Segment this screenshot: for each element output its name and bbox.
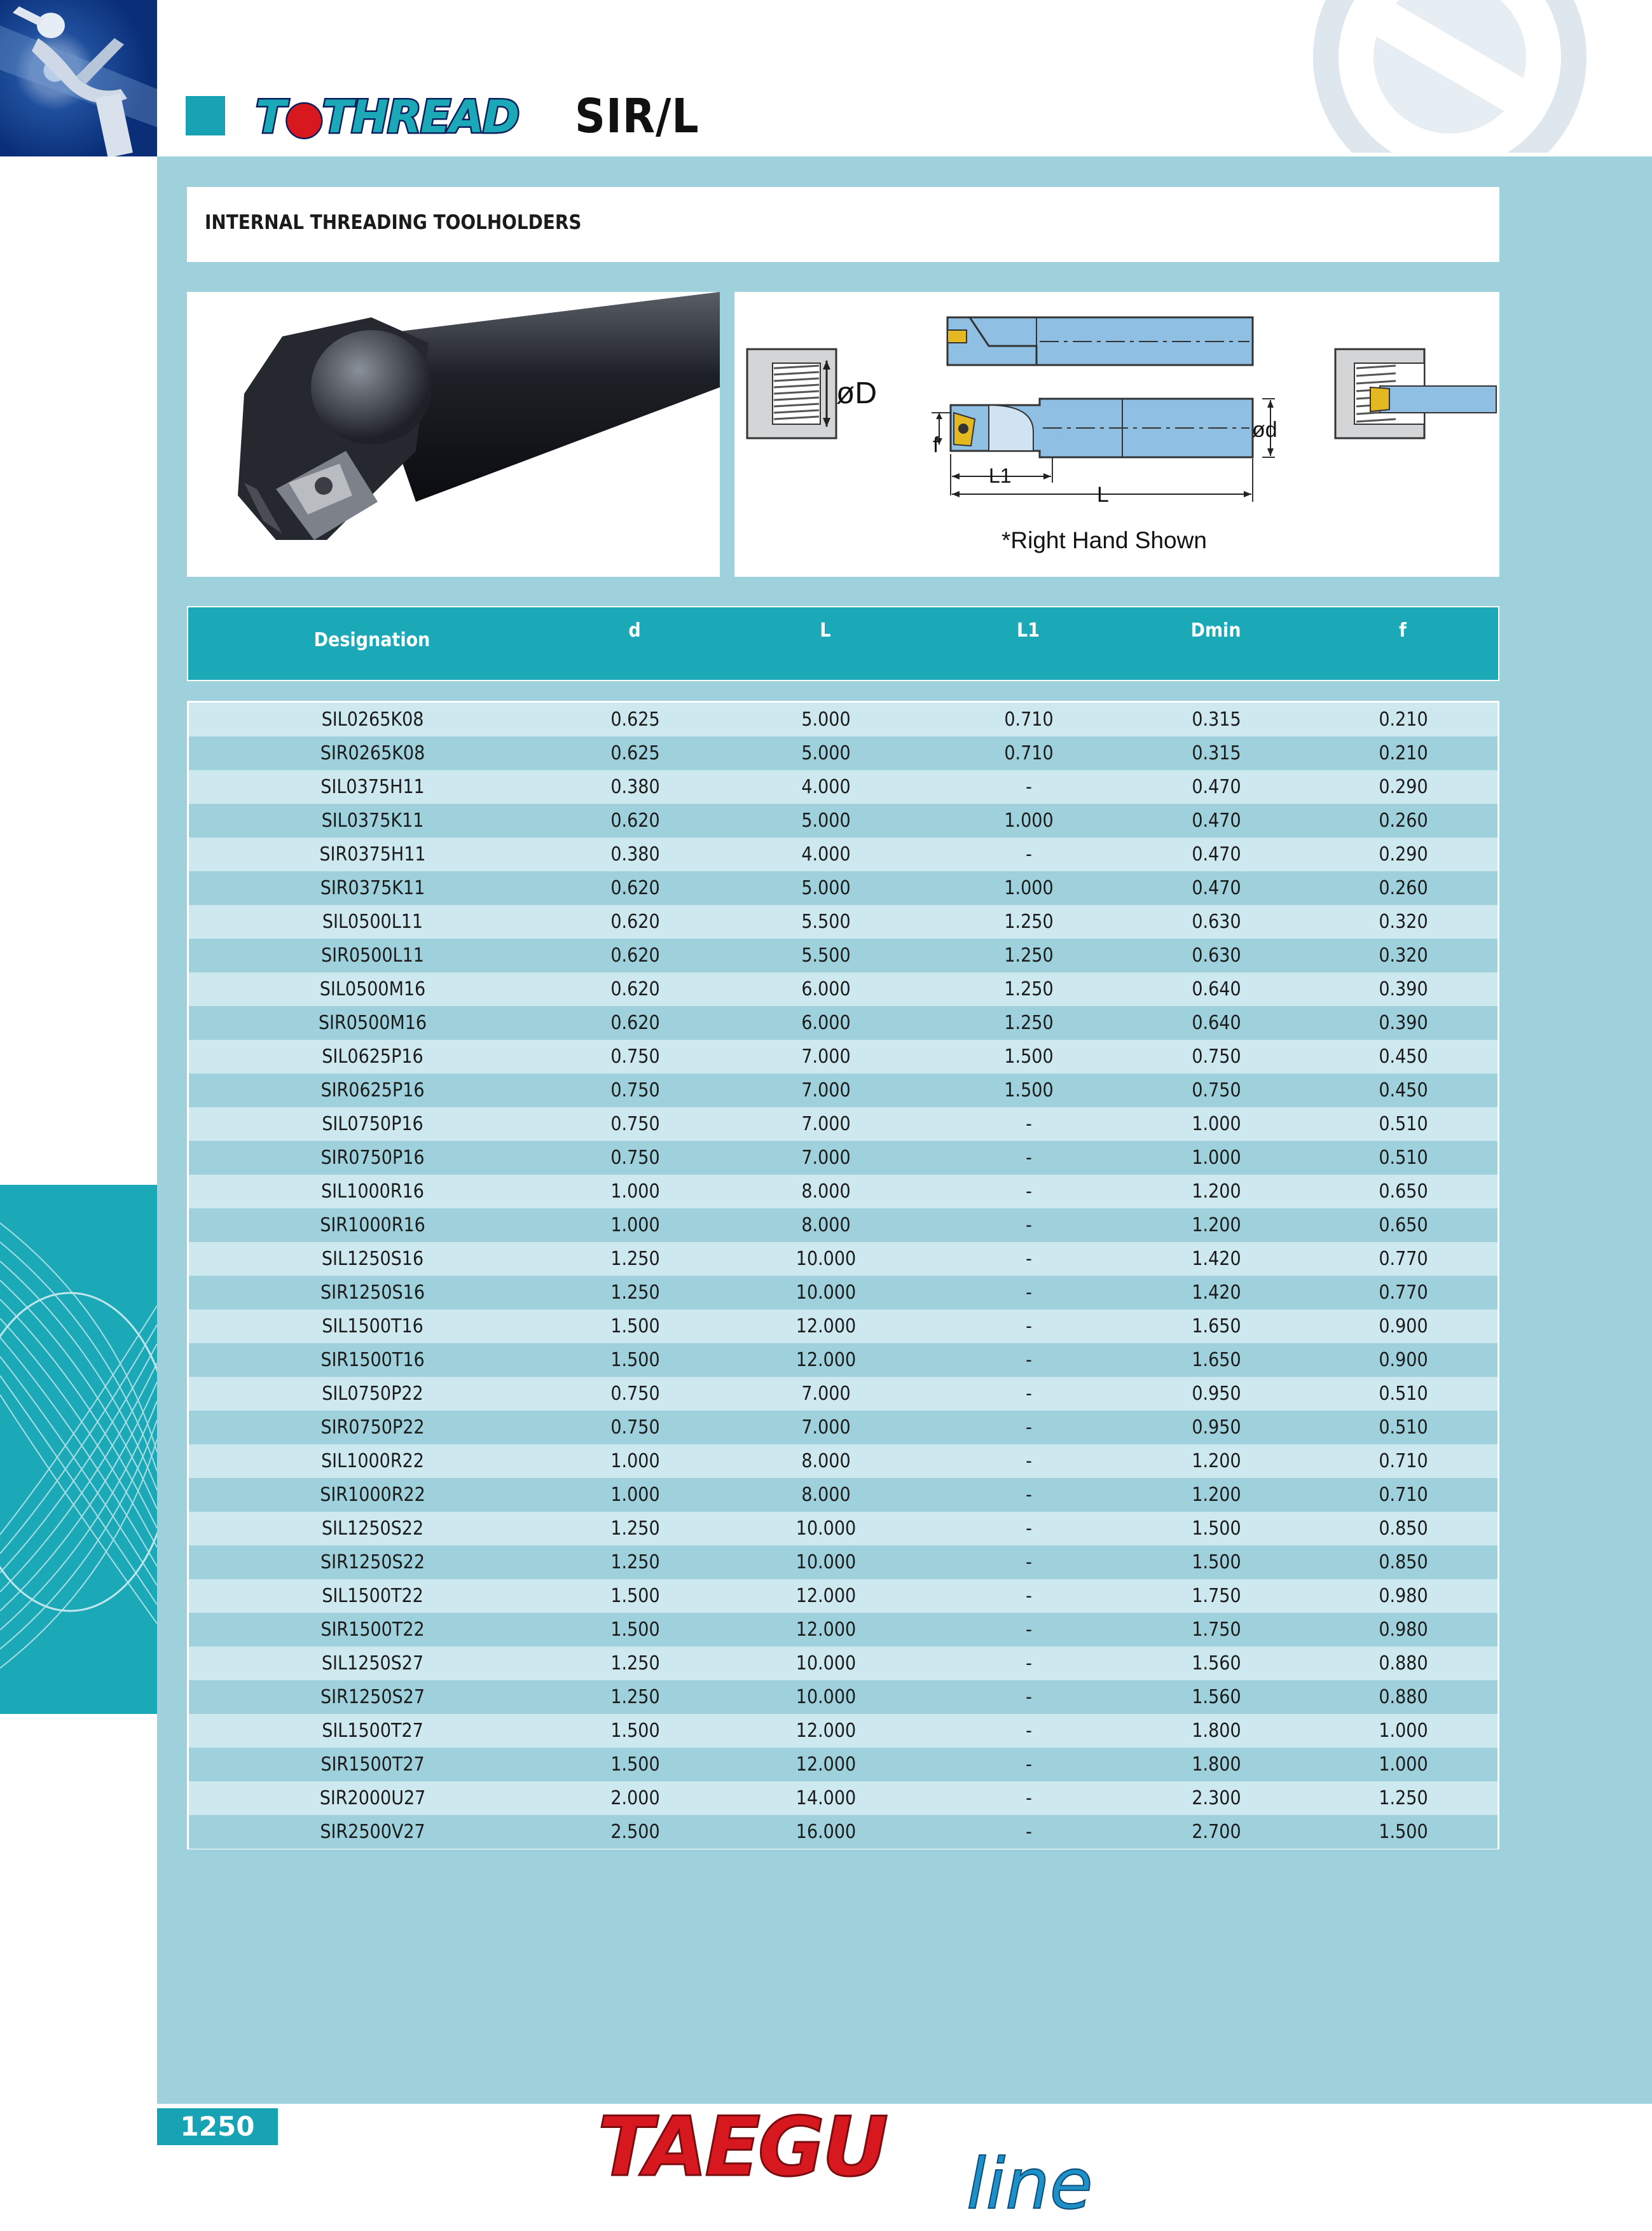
table-row [189,1141,1497,1175]
cell-d: 1.500 [610,1619,660,1641]
table-row [189,939,1497,972]
col-d: d [628,619,641,642]
cell-designation: SIL0625P16 [322,1046,423,1068]
table-row [189,804,1497,838]
cell-l1: - [1026,1517,1032,1540]
cell-d: 1.250 [610,1248,660,1270]
table-row [189,1815,1497,1849]
cell-f: 1.000 [1379,1720,1428,1742]
cell-d: 1.500 [610,1753,660,1776]
cell-dmin: 1.000 [1192,1113,1241,1135]
cell-l1: - [1026,776,1032,798]
cell-dmin: 1.200 [1192,1450,1241,1472]
cell-designation: SIL1250S22 [321,1517,424,1540]
cell-l1: - [1026,1652,1032,1675]
cell-l1: - [1026,1281,1032,1304]
cell-l1: 0.710 [1004,742,1054,764]
cell-dmin: 1.750 [1192,1585,1241,1607]
table-row [189,1512,1497,1545]
cell-f: 0.650 [1379,1214,1428,1236]
cell-designation: SIR0500M16 [318,1012,427,1034]
cell-l: 12.000 [795,1349,857,1371]
svg-text:T●THREAD: T●THREAD [256,91,519,141]
cell-f: 1.500 [1379,1821,1428,1843]
cell-l1: - [1026,843,1032,866]
cell-dmin: 0.950 [1192,1416,1241,1439]
cell-l: 5.000 [801,708,851,731]
cell-l: 7.000 [801,1113,851,1135]
cell-designation: SIL1500T27 [322,1720,423,1742]
cell-dmin: 1.200 [1192,1484,1241,1506]
table-row [189,1343,1497,1377]
cell-dmin: 0.470 [1192,877,1241,899]
cell-l: 10.000 [795,1551,857,1573]
table-row [189,1377,1497,1411]
cell-f: 0.900 [1379,1349,1428,1371]
table-row [189,1175,1497,1208]
cell-d: 1.500 [610,1315,660,1337]
cell-designation: SIL1000R22 [321,1450,424,1472]
cell-l1: - [1026,1349,1032,1371]
table-row [189,1748,1497,1781]
right-hand-note: *Right Hand Shown [1002,527,1207,553]
brand-main: TAEGU [598,2100,886,2195]
cell-l: 8.000 [801,1450,851,1472]
cell-d: 1.250 [610,1517,660,1540]
cell-dmin: 1.650 [1192,1315,1241,1337]
cell-l: 12.000 [795,1619,857,1641]
technical-diagram [734,292,1499,577]
cell-designation: SIR1500T27 [320,1753,425,1776]
cell-l1: - [1026,1315,1032,1337]
cell-dmin: 2.300 [1192,1787,1241,1809]
cell-l1: 1.000 [1004,877,1054,899]
cell-l1: 1.250 [1004,944,1054,967]
cell-dmin: 0.640 [1192,1012,1241,1034]
cell-designation: SIL1500T16 [322,1315,423,1337]
cell-designation: SIL1250S27 [321,1652,424,1675]
table-row [189,1478,1497,1512]
cell-d: 0.380 [610,776,660,798]
cell-d: 1.500 [610,1720,660,1742]
cell-f: 0.850 [1379,1517,1428,1540]
page-title: SIR/L [575,89,699,144]
cell-designation: SIL0375H11 [320,776,425,798]
cell-l: 5.500 [801,944,851,967]
cell-dmin: 0.315 [1192,708,1241,731]
cell-dmin: 1.800 [1192,1720,1241,1742]
cell-dmin: 0.470 [1192,810,1241,832]
cell-l: 8.000 [801,1180,851,1203]
cell-designation: SIR1000R16 [320,1214,425,1236]
cell-l: 5.000 [801,742,851,764]
cell-f: 0.390 [1379,1012,1428,1034]
cell-d: 0.750 [610,1416,660,1439]
cell-designation: SIR1250S16 [320,1281,425,1304]
cell-d: 1.250 [610,1686,660,1708]
cell-dmin: 1.420 [1192,1248,1241,1270]
cell-l1: - [1026,1416,1032,1439]
cell-dmin: 0.630 [1192,911,1241,933]
cell-l1: 1.250 [1004,911,1054,933]
cell-f: 0.510 [1379,1416,1428,1439]
cell-dmin: 1.200 [1192,1180,1241,1203]
cell-l1: 0.710 [1004,708,1054,731]
cell-f: 0.900 [1379,1315,1428,1337]
cell-d: 2.000 [610,1787,660,1809]
cell-l: 10.000 [795,1248,857,1270]
cell-designation: SIL1500T22 [322,1585,423,1607]
cell-l: 4.000 [801,843,851,866]
cell-l: 12.000 [795,1585,857,1607]
cell-l1: 1.000 [1004,810,1054,832]
cell-d: 0.625 [610,708,660,731]
cell-d: 0.620 [610,944,660,967]
table-row [189,1208,1497,1242]
cell-l1: 1.250 [1004,978,1054,1000]
cell-f: 0.450 [1379,1046,1428,1068]
cell-dmin: 1.750 [1192,1619,1241,1641]
cell-f: 0.510 [1379,1147,1428,1169]
cell-dmin: 1.420 [1192,1281,1241,1304]
cell-f: 0.260 [1379,877,1428,899]
cell-dmin: 1.000 [1192,1147,1241,1169]
cell-d: 1.250 [610,1551,660,1573]
cell-d: 0.620 [610,810,660,832]
cell-d: 1.500 [610,1349,660,1371]
table-row [189,1276,1497,1309]
cell-f: 1.250 [1379,1787,1428,1809]
cell-dmin: 0.750 [1192,1046,1241,1068]
brand-sub: line [967,2143,1093,2225]
cell-l: 6.000 [801,978,851,1000]
table-row [189,1647,1497,1680]
cell-d: 1.000 [610,1214,660,1236]
cell-l: 7.000 [801,1383,851,1405]
taegutec-logo [591,2099,1202,2226]
cell-d: 0.620 [610,1012,660,1034]
cell-l: 16.000 [795,1821,857,1843]
cell-d: 0.380 [610,843,660,866]
col-f: f [1399,619,1407,642]
cell-dmin: 0.640 [1192,978,1241,1000]
cell-l: 7.000 [801,1079,851,1102]
cell-dmin: 1.500 [1192,1517,1241,1540]
cell-f: 0.980 [1379,1585,1428,1607]
cell-f: 0.770 [1379,1248,1428,1270]
cell-f: 0.290 [1379,843,1428,866]
tothread-logo [249,90,561,141]
cell-dmin: 0.630 [1192,944,1241,967]
cell-f: 0.880 [1379,1686,1428,1708]
cell-f: 0.510 [1379,1113,1428,1135]
cell-d: 0.620 [610,911,660,933]
cell-l1: - [1026,1720,1032,1742]
cell-d: 0.750 [610,1147,660,1169]
cell-dmin: 1.800 [1192,1753,1241,1776]
cell-l1: - [1026,1686,1032,1708]
cell-designation: SIR0500L11 [321,944,424,967]
table-row [189,972,1497,1006]
cell-d: 1.250 [610,1652,660,1675]
table-row [189,1680,1497,1714]
cell-designation: SIR0625P16 [320,1079,425,1102]
cell-f: 0.880 [1379,1652,1428,1675]
cell-l: 5.000 [801,810,851,832]
cell-designation: SIL1250S16 [321,1248,424,1270]
cell-l1: 1.500 [1004,1079,1054,1102]
cell-l1: - [1026,1787,1032,1809]
cell-f: 0.210 [1379,708,1428,731]
cell-l: 8.000 [801,1214,851,1236]
cell-f: 0.450 [1379,1079,1428,1102]
cell-l: 6.000 [801,1012,851,1034]
cell-designation: SIL0750P22 [322,1383,423,1405]
page-number: 1250 [180,2111,255,2142]
bore-diameter-label: øD [836,376,877,410]
product-photo [187,292,720,577]
cell-f: 0.260 [1379,810,1428,832]
l1-dimension-label: L1 [989,464,1012,487]
cell-designation: SIR2000U27 [319,1787,426,1809]
table-row [189,1040,1497,1074]
cell-f: 0.850 [1379,1551,1428,1573]
table-row [189,838,1497,871]
l-dimension-label: L [1097,483,1109,507]
cell-l: 7.000 [801,1147,851,1169]
page-number-tab [157,2108,278,2145]
cell-d: 0.620 [610,978,660,1000]
cell-d: 1.000 [610,1450,660,1472]
cell-dmin: 1.650 [1192,1349,1241,1371]
cell-f: 0.390 [1379,978,1428,1000]
cell-d: 1.000 [610,1484,660,1506]
cell-l1: - [1026,1450,1032,1472]
table-row [189,1781,1497,1815]
cell-f: 0.210 [1379,742,1428,764]
cell-designation: SIR1500T22 [320,1619,425,1641]
cell-l1: 1.250 [1004,1012,1054,1034]
cell-l: 14.000 [795,1787,857,1809]
cell-designation: SIL1000R16 [321,1180,424,1203]
col-l1: L1 [1017,619,1040,642]
decorative-circle [1272,0,1628,153]
cell-d: 0.750 [610,1046,660,1068]
shank-diameter-label: ød [1252,418,1277,442]
cell-dmin: 2.700 [1192,1821,1241,1843]
cell-f: 0.650 [1379,1180,1428,1203]
table-row [189,1444,1497,1478]
table-row [189,703,1497,736]
cell-d: 0.750 [610,1113,660,1135]
cell-f: 0.290 [1379,776,1428,798]
cell-dmin: 0.950 [1192,1383,1241,1405]
cell-l1: - [1026,1147,1032,1169]
cell-f: 0.770 [1379,1281,1428,1304]
cell-l: 8.000 [801,1484,851,1506]
cell-d: 2.500 [610,1821,660,1843]
cell-l: 12.000 [795,1753,857,1776]
table-row [189,770,1497,804]
cell-designation: SIR0375K11 [320,877,425,899]
cell-d: 1.000 [610,1180,660,1203]
cell-dmin: 1.560 [1192,1652,1241,1675]
table-row [189,736,1497,770]
cell-f: 0.510 [1379,1383,1428,1405]
table-row [189,1579,1497,1613]
cell-designation: SIL0500L11 [322,911,423,933]
cell-l1: - [1026,1753,1032,1776]
cell-d: 0.625 [610,742,660,764]
cell-f: 1.000 [1379,1753,1428,1776]
cell-l: 5.500 [801,911,851,933]
cell-l: 10.000 [795,1517,857,1540]
cell-designation: SIR2500V27 [320,1821,425,1843]
cell-f: 0.320 [1379,944,1428,967]
table-row [189,1309,1497,1343]
table-row [189,1613,1497,1647]
cell-designation: SIR1000R22 [320,1484,425,1506]
table-row [189,871,1497,905]
cell-designation: SIR0750P22 [320,1416,425,1439]
cell-l1: - [1026,1113,1032,1135]
cell-designation: SIR0750P16 [320,1147,425,1169]
table-row [189,1411,1497,1444]
cell-designation: SIR1250S27 [320,1686,425,1708]
cell-l: 12.000 [795,1720,857,1742]
cell-l1: - [1026,1383,1032,1405]
cell-l1: - [1026,1484,1032,1506]
cell-l1: - [1026,1214,1032,1236]
cell-l1: - [1026,1180,1032,1203]
table-row [189,1074,1497,1107]
cell-l1: 1.500 [1004,1046,1054,1068]
cell-l1: - [1026,1619,1032,1641]
cell-designation: SIR0375H11 [319,843,426,866]
cell-f: 0.980 [1379,1619,1428,1641]
cell-l1: - [1026,1551,1032,1573]
header-photo [0,0,157,156]
col-designation: Designation [313,629,430,651]
cell-d: 0.750 [610,1383,660,1405]
table-row [189,1107,1497,1141]
f-dimension-label: f [933,433,939,457]
cell-dmin: 0.750 [1192,1079,1241,1102]
cell-l: 10.000 [795,1686,857,1708]
cell-l: 7.000 [801,1416,851,1439]
cell-designation: SIR0265K08 [320,742,425,764]
cell-f: 0.710 [1379,1484,1428,1506]
cell-l: 7.000 [801,1046,851,1068]
cell-l1: - [1026,1585,1032,1607]
col-l: L [820,619,831,642]
cell-designation: SIL0375K11 [321,810,424,832]
cell-dmin: 1.500 [1192,1551,1241,1573]
title-marker [186,96,225,135]
cell-l: 4.000 [801,776,851,798]
table-row [189,1545,1497,1579]
table-header [187,606,1499,681]
table-row [189,905,1497,939]
cell-l: 10.000 [795,1281,857,1304]
cell-dmin: 1.560 [1192,1686,1241,1708]
cell-d: 0.620 [610,877,660,899]
cell-dmin: 0.470 [1192,776,1241,798]
subtitle-box [187,187,1499,262]
cell-dmin: 0.470 [1192,843,1241,866]
cell-d: 1.250 [610,1281,660,1304]
cell-designation: SIL0265K08 [321,708,424,731]
cell-l: 10.000 [795,1652,857,1675]
cell-designation: SIL0750P16 [322,1113,423,1135]
table-row [189,1242,1497,1276]
cell-designation: SIL0500M16 [319,978,426,1000]
spec-table [187,701,1499,1849]
cell-d: 0.750 [610,1079,660,1102]
cell-f: 0.710 [1379,1450,1428,1472]
subtitle: INTERNAL THREADING TOOLHOLDERS [205,211,582,234]
cell-dmin: 0.315 [1192,742,1241,764]
cell-dmin: 1.200 [1192,1214,1241,1236]
cell-l: 5.000 [801,877,851,899]
cell-designation: SIR1500T16 [320,1349,425,1371]
cell-l1: - [1026,1248,1032,1270]
cell-designation: SIR1250S22 [320,1551,425,1573]
col-dmin: Dmin [1190,619,1241,642]
table-row [189,1006,1497,1040]
cell-d: 1.500 [610,1585,660,1607]
table-row [189,1714,1497,1748]
cell-l: 12.000 [795,1315,857,1337]
side-decoration [0,1185,157,1714]
cell-f: 0.320 [1379,911,1428,933]
cell-l1: - [1026,1821,1032,1843]
